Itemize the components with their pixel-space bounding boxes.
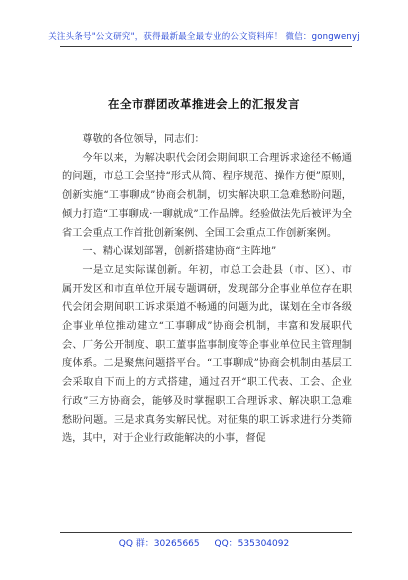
footer-divider — [60, 532, 352, 533]
body-paragraph: 今年以来，为解决职代会闭会期间职工合理诉求途径不畅通的问题，市总工会坚持“形式从简、程序规范、操作方便”原则，创新实施“工事聊成”协商会机制，切实解决职工急难愁盼问题，倾力打造“工事聊成·一聊就成”工作品牌。经验做法先后被评为全省工会重点工作首批创新案例、全国工会重点工作创新案例。 — [62, 152, 352, 239]
document-title: 在全市群团改革推进会上的汇报发言 — [108, 97, 300, 111]
footer-qq: QQ：535304092 — [214, 539, 290, 549]
salutation: 尊敬的各位领导，同志们： — [82, 134, 205, 145]
footer-contact — [0, 536, 408, 549]
body-paragraph: 一是立足实际谋创新。年初，市总工会赴县（市、区）、市属开发区和市直单位开展专题调研，发现部分企事业单位存在职代会闭会期间职工诉求渠道不畅通的问题为此，谋划在全市各级企事业单位推动建立“工事聊成”协商会机制，丰富和发展职代会、厂务公开制度、职工董事监事制度等企事业单位民主管理制度体系。二是聚焦问题搭平台。“工事聊成”协商会机制由基层工会采取自下而上的方式搭建，通过召开“职工代表、工会、企业行政”三方协商会，能够及时掌握职工合理诉求、解决职工急难愁盼问题。三是求真务实解民忧。对征集的职工诉求进行分类筛选，其中，对于企业行政能解决的小事，督促 — [62, 264, 352, 445]
section-heading: 一、精心谋划部署，创新搭建协商“主阵地” — [82, 246, 277, 258]
header-divider — [60, 46, 352, 47]
document-body — [62, 123, 352, 449]
header-banner: 关注头条号"公文研究"，获得最新最全最专业的公文资料库！ 微信：gongwenyj — [48, 32, 360, 42]
footer-qq-group: QQ 群：30265665 — [118, 539, 200, 549]
